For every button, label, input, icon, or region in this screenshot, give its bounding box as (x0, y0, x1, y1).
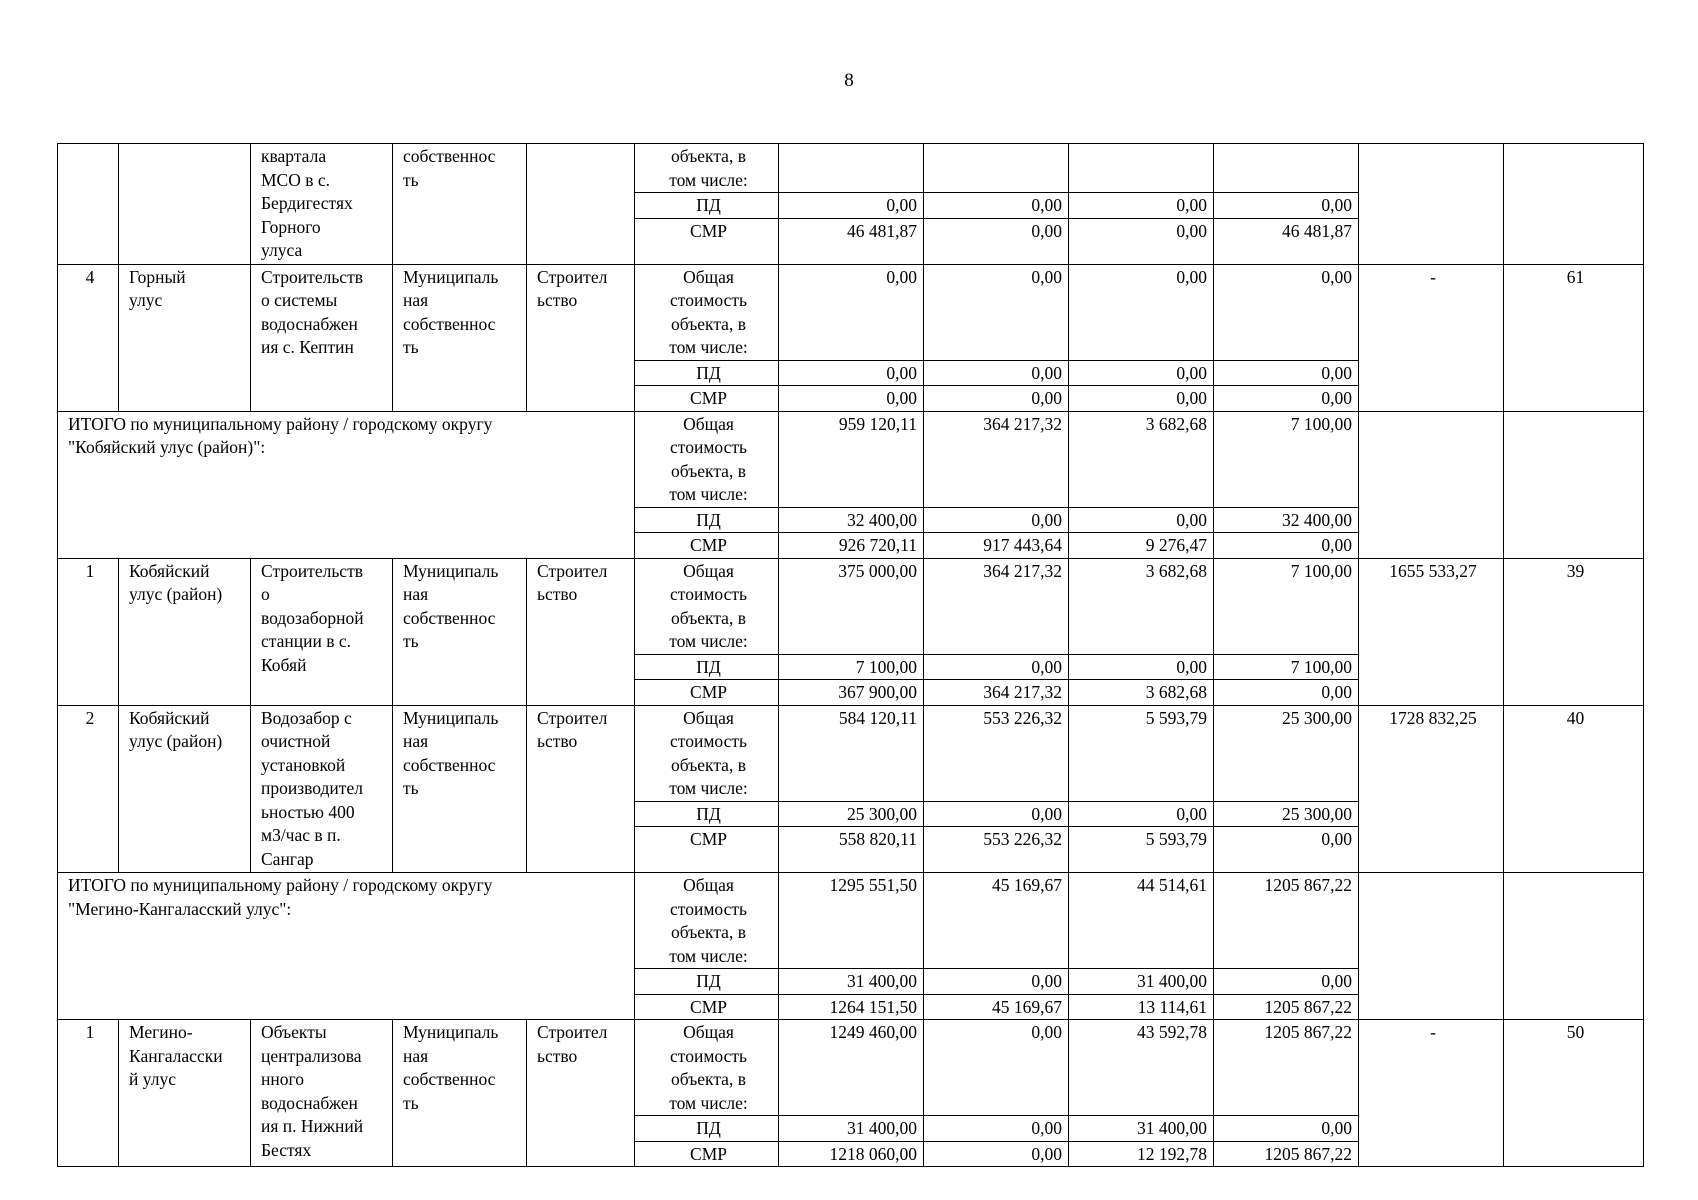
object-line: Строительств (261, 266, 363, 287)
value-cell: 0,00 (1069, 801, 1214, 827)
district-line: Горный (129, 266, 186, 287)
ownership-line: собственнос (403, 146, 496, 166)
total-label-line: объекта, в (671, 460, 746, 481)
value-cell: 7 100,00 (1214, 654, 1359, 680)
value-cell: 1205 867,22 (1214, 994, 1359, 1020)
object-line: Бердигестях (261, 193, 353, 213)
ownership-line: собственнос (403, 754, 496, 775)
total-label (635, 411, 779, 507)
total-label (635, 264, 779, 360)
cell-col11: 50 (1504, 1020, 1644, 1167)
cell-col11 (1504, 144, 1644, 265)
object-line: очистной (261, 731, 331, 751)
value-cell: 3 682,68 (1069, 558, 1214, 654)
total-label-line: том числе: (669, 337, 748, 357)
cell-object (251, 705, 393, 873)
total-label-line: том числе: (669, 778, 748, 798)
total-label-line: стоимость (670, 290, 747, 310)
cell-work (527, 1020, 635, 1167)
object-line: станции в с. (261, 631, 352, 651)
value-cell: 0,00 (1214, 193, 1359, 219)
object-line: водоснабжен (261, 1092, 358, 1113)
total-label-line: объекта, в (671, 922, 746, 942)
object-line: ия с. Кептин (261, 337, 354, 357)
value-cell: 45 169,67 (924, 873, 1069, 969)
value-cell: 0,00 (1069, 507, 1214, 533)
ownership-line: ная (403, 1045, 429, 1066)
object-line: водозаборной (261, 607, 364, 628)
pd-label: ПД (635, 507, 779, 533)
smr-label: СМР (635, 218, 779, 264)
district-line: улус (район) (129, 731, 223, 751)
ownership-line: ная (403, 290, 429, 310)
value-cell: 926 720,11 (779, 533, 924, 559)
object-line: Строительств (261, 560, 363, 581)
value-cell: 31 400,00 (1069, 1116, 1214, 1142)
smr-label: СМР (635, 386, 779, 412)
value-cell: 364 217,32 (924, 558, 1069, 654)
itogo-line: "Мегино-Кангаласский улус": (68, 898, 292, 919)
object-line: Горного (261, 216, 321, 237)
value-cell: 0,00 (1214, 1116, 1359, 1142)
cell-object (251, 264, 393, 411)
value-cell: 0,00 (924, 507, 1069, 533)
value-cell (1069, 144, 1214, 193)
total-label-line: объекта, в (671, 1069, 746, 1089)
smr-label: СМР (635, 680, 779, 706)
cell-col10: 1728 832,25 (1359, 705, 1504, 873)
total-label-line: Общая (683, 707, 734, 728)
total-label-line: объекта, в (671, 754, 746, 775)
cell-ownership (393, 558, 527, 705)
value-cell (1214, 144, 1359, 193)
work-line: ьство (537, 1045, 578, 1066)
smr-label: СМР (635, 533, 779, 559)
pd-label: ПД (635, 1116, 779, 1142)
value-cell: 553 226,32 (924, 705, 1069, 801)
total-label-line: стоимость (670, 898, 747, 919)
value-cell: 0,00 (924, 654, 1069, 680)
cell-object (251, 144, 393, 265)
pd-label: ПД (635, 654, 779, 680)
cell-col11 (1504, 873, 1644, 1020)
value-cell: 364 217,32 (924, 680, 1069, 706)
table-row (58, 558, 1644, 654)
value-cell: 31 400,00 (779, 969, 924, 995)
total-label-line: Общая (683, 560, 734, 581)
value-cell: 0,00 (1214, 533, 1359, 559)
value-cell: 3 682,68 (1069, 411, 1214, 507)
itogo-line: ИТОГО по муниципальному району / городскому округу (68, 413, 493, 434)
total-label (635, 873, 779, 969)
object-line: Объекты (261, 1022, 327, 1042)
value-cell: 0,00 (1214, 264, 1359, 360)
value-cell: 0,00 (1214, 680, 1359, 706)
ownership-line: ть (403, 169, 419, 190)
object-line: Сангар (261, 848, 314, 869)
itogo-label (58, 873, 635, 1020)
value-cell: 0,00 (1069, 264, 1214, 360)
value-cell: 0,00 (924, 218, 1069, 264)
cell-no (58, 144, 119, 265)
total-label-line: стоимость (670, 584, 747, 604)
ownership-line: ная (403, 584, 429, 604)
ownership-line: Муниципаль (403, 1022, 499, 1042)
object-line: водоснабжен (261, 313, 358, 334)
work-line: Строител (537, 560, 608, 581)
value-cell (924, 144, 1069, 193)
object-line: Бестях (261, 1139, 312, 1160)
cell-district (119, 264, 251, 411)
value-cell: 959 120,11 (779, 411, 924, 507)
value-cell: 13 114,61 (1069, 994, 1214, 1020)
work-line: ьство (537, 584, 578, 604)
table-row (58, 705, 1644, 801)
cell-work (527, 144, 635, 265)
value-cell: 0,00 (779, 264, 924, 360)
object-line: производител (261, 778, 363, 798)
object-line: централизова (261, 1045, 362, 1066)
value-cell: 0,00 (924, 801, 1069, 827)
value-cell: 46 481,87 (779, 218, 924, 264)
object-line: ьностью 400 (261, 801, 355, 822)
total-label-line: том числе: (669, 945, 748, 966)
object-line: нного (261, 1069, 304, 1089)
value-cell: 0,00 (1214, 827, 1359, 873)
ownership-line: ть (403, 631, 419, 651)
value-cell: 3 682,68 (1069, 680, 1214, 706)
value-cell: 45 169,67 (924, 994, 1069, 1020)
cell-col10: - (1359, 264, 1504, 411)
district-line: Кобяйский (129, 707, 210, 728)
total-label (635, 144, 779, 193)
cell-no: 1 (58, 558, 119, 705)
value-cell: 0,00 (924, 264, 1069, 360)
value-cell: 0,00 (1069, 654, 1214, 680)
value-cell: 44 514,61 (1069, 873, 1214, 969)
value-cell: 0,00 (1069, 386, 1214, 412)
cell-ownership (393, 144, 527, 265)
total-label-line: Общая (683, 1022, 734, 1042)
value-cell: 5 593,79 (1069, 827, 1214, 873)
value-cell: 0,00 (779, 360, 924, 386)
value-cell: 0,00 (924, 360, 1069, 386)
total-label-line: том числе: (669, 484, 748, 504)
value-cell: 0,00 (1069, 360, 1214, 386)
itogo-line: ИТОГО по муниципальному району / городскому округу (68, 875, 493, 895)
value-cell: 584 120,11 (779, 705, 924, 801)
cell-col10: - (1359, 1020, 1504, 1167)
total-label-line: стоимость (670, 731, 747, 751)
ownership-line: ть (403, 1092, 419, 1113)
cell-no: 1 (58, 1020, 119, 1167)
ownership-line: ть (403, 337, 419, 357)
total-label-line: объекта, в (671, 313, 746, 334)
work-line: Строител (537, 1022, 608, 1042)
value-cell: 25 300,00 (779, 801, 924, 827)
itogo-label (58, 411, 635, 558)
ownership-line: собственнос (403, 607, 496, 628)
value-cell: 364 217,32 (924, 411, 1069, 507)
value-cell: 32 400,00 (1214, 507, 1359, 533)
value-cell: 0,00 (1214, 386, 1359, 412)
total-label (635, 705, 779, 801)
value-cell: 0,00 (924, 1020, 1069, 1116)
value-cell: 0,00 (779, 193, 924, 219)
value-cell: 5 593,79 (1069, 705, 1214, 801)
object-line: квартала (261, 146, 327, 166)
value-cell: 7 100,00 (1214, 411, 1359, 507)
value-cell: 558 820,11 (779, 827, 924, 873)
district-line: Кобяйский (129, 560, 210, 581)
district-line: Кангаласски (129, 1045, 223, 1066)
value-cell: 9 276,47 (1069, 533, 1214, 559)
table-body (58, 144, 1644, 1167)
ownership-line: ная (403, 731, 429, 751)
value-cell: 31 400,00 (1069, 969, 1214, 995)
total-label (635, 1020, 779, 1116)
table-row (58, 264, 1644, 360)
district-line: Мегино- (129, 1022, 193, 1042)
pd-label: ПД (635, 801, 779, 827)
value-cell: 1295 551,50 (779, 873, 924, 969)
cell-no: 2 (58, 705, 119, 873)
ownership-line: Муниципаль (403, 266, 499, 287)
pd-label: ПД (635, 969, 779, 995)
smr-label: СМР (635, 994, 779, 1020)
value-cell: 25 300,00 (1214, 801, 1359, 827)
cell-ownership (393, 705, 527, 873)
value-cell: 1205 867,22 (1214, 873, 1359, 969)
work-line: ьство (537, 290, 578, 310)
value-cell: 0,00 (1214, 969, 1359, 995)
value-cell: 12 192,78 (1069, 1141, 1214, 1167)
investment-table (57, 143, 1644, 1167)
total-label-line: Общая (683, 413, 734, 434)
value-cell: 25 300,00 (1214, 705, 1359, 801)
value-cell: 0,00 (924, 969, 1069, 995)
object-line: Водозабор с (261, 707, 352, 728)
cell-col10: 1655 533,27 (1359, 558, 1504, 705)
ownership-line: собственнос (403, 1069, 496, 1089)
value-cell: 0,00 (1069, 218, 1214, 264)
table-row (58, 1020, 1644, 1116)
cell-work (527, 264, 635, 411)
value-cell: 7 100,00 (779, 654, 924, 680)
value-cell: 1205 867,22 (1214, 1141, 1359, 1167)
district-line: улус (район) (129, 584, 223, 604)
itogo-line: "Кобяйский улус (район)": (68, 437, 266, 457)
cell-col11: 61 (1504, 264, 1644, 411)
work-line: Строител (537, 266, 608, 287)
value-cell: 917 443,64 (924, 533, 1069, 559)
cell-object (251, 558, 393, 705)
value-cell: 32 400,00 (779, 507, 924, 533)
total-label-line: стоимость (670, 437, 747, 457)
object-line: о (261, 584, 270, 604)
object-line: о системы (261, 290, 338, 310)
page-number: 8 (844, 70, 854, 91)
itogo-row (58, 873, 1644, 969)
cell-work (527, 558, 635, 705)
pd-label: ПД (635, 360, 779, 386)
value-cell: 367 900,00 (779, 680, 924, 706)
value-cell: 1205 867,22 (1214, 1020, 1359, 1116)
value-cell: 7 100,00 (1214, 558, 1359, 654)
value-cell: 46 481,87 (1214, 218, 1359, 264)
total-label-line: объекта, в (671, 607, 746, 628)
ownership-line: ть (403, 778, 419, 798)
value-cell: 0,00 (1214, 360, 1359, 386)
pd-label: ПД (635, 193, 779, 219)
value-cell: 0,00 (924, 1116, 1069, 1142)
cell-col11: 39 (1504, 558, 1644, 705)
cell-district (119, 144, 251, 265)
object-line: м3/час в п. (261, 825, 341, 845)
object-line: Кобяй (261, 654, 307, 675)
cell-col11 (1504, 411, 1644, 558)
itogo-row (58, 411, 1644, 507)
value-cell (779, 144, 924, 193)
ownership-line: Муниципаль (403, 560, 499, 581)
value-cell: 1218 060,00 (779, 1141, 924, 1167)
cell-col11: 40 (1504, 705, 1644, 873)
work-line: ьство (537, 731, 578, 751)
total-label-line: Общая (683, 875, 734, 895)
total-label-line: том числе: (669, 631, 748, 651)
value-cell: 0,00 (924, 1141, 1069, 1167)
cell-work (527, 705, 635, 873)
district-line: улус (129, 290, 163, 310)
object-line: улуса (261, 240, 303, 260)
object-line: установкой (261, 754, 346, 775)
total-label (635, 558, 779, 654)
total-label-line: том числе: (669, 1092, 748, 1113)
total-label-line: том числе: (669, 169, 748, 190)
cell-col10 (1359, 144, 1504, 265)
object-line: МСО в с. (261, 169, 331, 190)
value-cell: 375 000,00 (779, 558, 924, 654)
work-line: Строител (537, 707, 608, 728)
ownership-line: собственнос (403, 313, 496, 334)
cell-object (251, 1020, 393, 1167)
value-cell: 0,00 (779, 386, 924, 412)
district-line: й улус (129, 1069, 176, 1089)
table-row (58, 144, 1644, 193)
total-label-line: Общая (683, 266, 734, 287)
cell-ownership (393, 1020, 527, 1167)
value-cell: 1264 151,50 (779, 994, 924, 1020)
value-cell: 1249 460,00 (779, 1020, 924, 1116)
cell-district (119, 705, 251, 873)
smr-label: СМР (635, 1141, 779, 1167)
cell-district (119, 558, 251, 705)
total-label-line: стоимость (670, 1045, 747, 1066)
value-cell: 0,00 (1069, 193, 1214, 219)
value-cell: 31 400,00 (779, 1116, 924, 1142)
value-cell: 553 226,32 (924, 827, 1069, 873)
smr-label: СМР (635, 827, 779, 873)
cell-district (119, 1020, 251, 1167)
value-cell: 0,00 (924, 193, 1069, 219)
value-cell: 43 592,78 (1069, 1020, 1214, 1116)
value-cell: 0,00 (924, 386, 1069, 412)
cell-col10 (1359, 411, 1504, 558)
object-line: ия п. Нижний (261, 1116, 364, 1136)
cell-no: 4 (58, 264, 119, 411)
cell-ownership (393, 264, 527, 411)
ownership-line: Муниципаль (403, 707, 499, 728)
total-label-line: объекта, в (671, 146, 746, 166)
cell-col10 (1359, 873, 1504, 1020)
